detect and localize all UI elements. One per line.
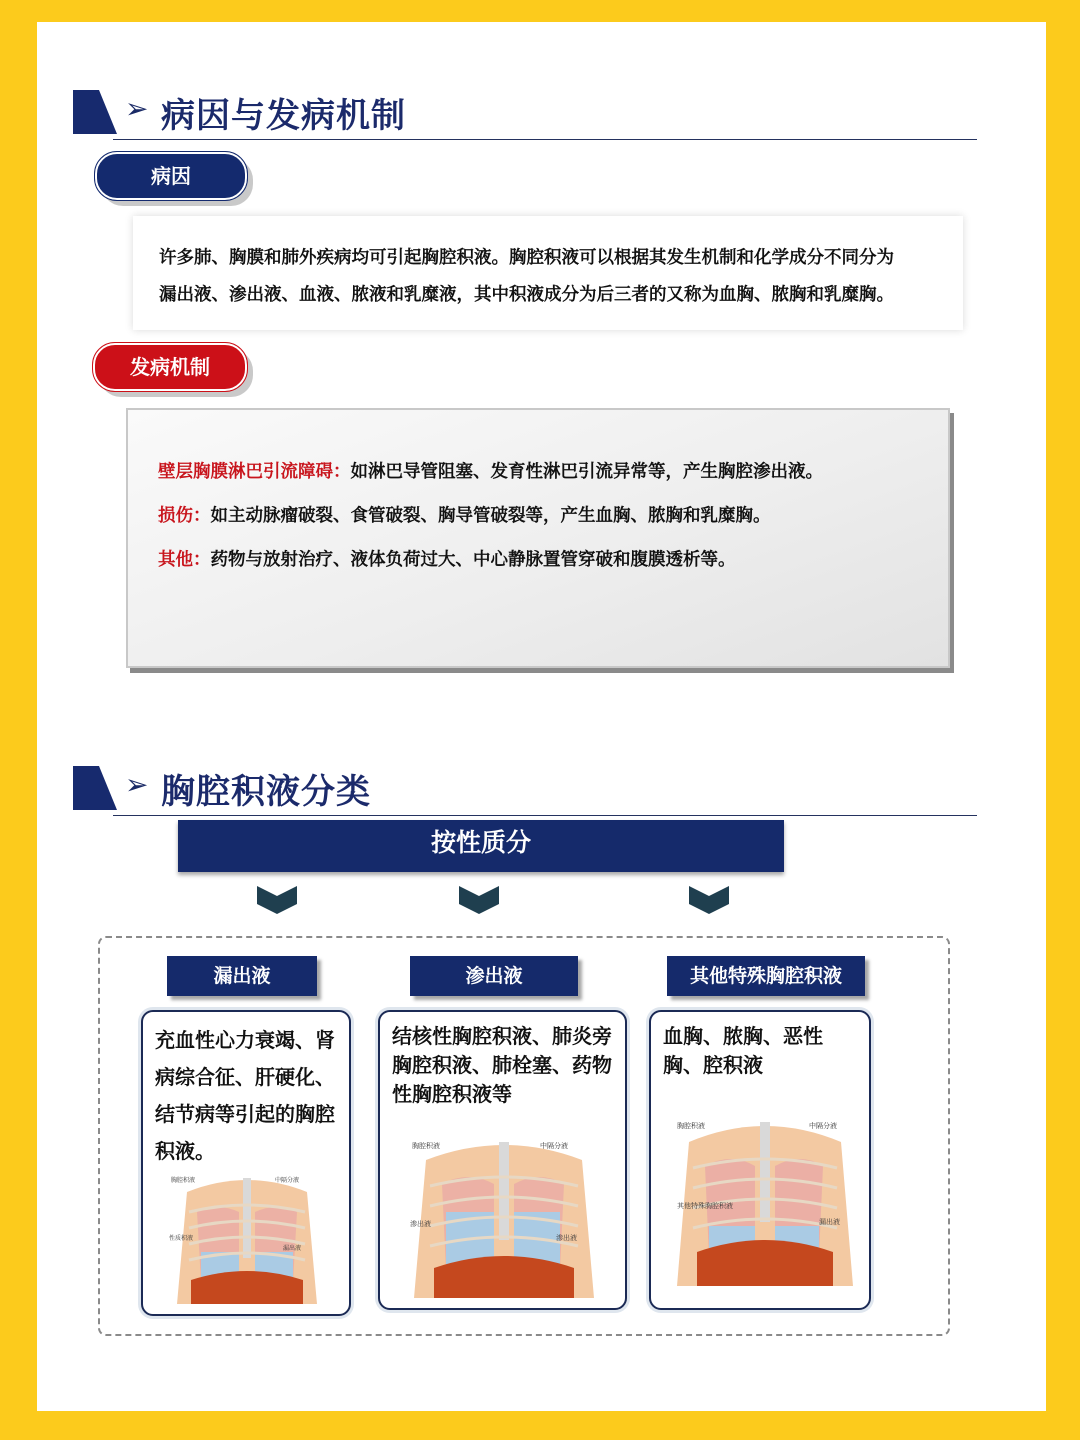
page — [37, 22, 1046, 1411]
mechanism-box — [126, 408, 950, 668]
section-title: 病因与发病机制 — [161, 96, 406, 136]
section-marker-icon — [73, 90, 117, 134]
cause-text-box — [133, 216, 963, 330]
chest-illustration — [406, 1136, 602, 1298]
mechanism-text: 如主动脉瘤破裂、食管破裂、胸导管破裂等，产生血胸、脓胸和乳糜胸。 — [210, 506, 771, 526]
category-card-transudate — [141, 1010, 351, 1316]
mechanism-item — [158, 502, 928, 527]
mechanism-text: 如淋巴导管阻塞、发育性淋巴引流异常等，产生胸腔渗出液。 — [350, 462, 823, 482]
illo-label: 漏出液 — [819, 1218, 840, 1226]
mechanism-item — [158, 546, 928, 571]
illo-label: 中隔分液 — [540, 1142, 568, 1150]
illo-label: 中隔分液 — [809, 1122, 837, 1130]
mechanism-label: 发病机制 — [93, 343, 247, 391]
card-text: 血胸、脓胸、恶性胸、腔积液 — [663, 1024, 823, 1077]
mechanism-item — [158, 458, 928, 483]
category-label-transudate: 漏出液 — [167, 956, 317, 996]
mechanism-text: 药物与放射治疗、液体负荷过大、中心静脉置管穿破和腹膜透析等。 — [210, 550, 736, 570]
illo-label: 渗出液 — [556, 1234, 577, 1242]
mechanism-key: 其他： — [158, 550, 211, 570]
connector-icon — [459, 882, 499, 916]
section-marker-icon — [73, 766, 117, 810]
cause-text-line2: 漏出液、渗出液、血液、脓液和乳糜液，其中积液成分为后三者的又称为血胸、脓胸和乳糜胸。 — [159, 285, 894, 305]
connector-icon — [689, 882, 729, 916]
category-label-special: 其他特殊胸腔积液 — [667, 956, 865, 996]
cause-label: 病因 — [95, 152, 247, 200]
category-label-exudate: 渗出液 — [410, 956, 578, 996]
category-card-exudate — [378, 1010, 627, 1310]
arrow-icon: ➢ — [125, 768, 149, 801]
illo-label: 性质积液 — [169, 1235, 194, 1242]
illo-label: 胸腔积液 — [412, 1142, 440, 1150]
divider — [113, 139, 977, 140]
illo-label: 中隔分液 — [275, 1177, 300, 1184]
classification-banner: 按性质分 — [178, 820, 784, 872]
connector-icon — [257, 882, 297, 916]
category-card-special — [649, 1010, 871, 1310]
chest-illustration — [167, 1172, 327, 1304]
chest-illustration — [669, 1116, 861, 1286]
cause-text — [159, 240, 943, 314]
section-header-classification — [73, 766, 977, 816]
illo-label: 胸腔积液 — [677, 1122, 705, 1130]
card-text: 充血性心力衰竭、肾病综合征、肝硬化、结节病等引起的胸腔积液。 — [155, 1028, 335, 1163]
illo-label: 渗出液 — [410, 1220, 431, 1228]
illo-label: 漏出液 — [283, 1245, 302, 1252]
section-title: 胸腔积液分类 — [161, 772, 371, 812]
mechanism-key: 壁层胸膜淋巴引流障碍： — [158, 462, 351, 482]
mechanism-key: 损伤： — [158, 506, 211, 526]
card-text: 结核性胸腔积液、肺炎旁胸腔积液、肺栓塞、药物性胸腔积液等 — [392, 1024, 612, 1106]
illo-label: 其他特殊胸腔积液 — [677, 1202, 733, 1210]
section-header-cause — [73, 90, 977, 140]
illo-label: 胸腔积液 — [171, 1177, 196, 1184]
divider — [113, 815, 977, 816]
cause-text-line1: 许多肺、胸膜和肺外疾病均可引起胸腔积液。胸腔积液可以根据其发生机制和化学成分不同分为 — [159, 248, 894, 268]
arrow-icon: ➢ — [125, 92, 149, 125]
